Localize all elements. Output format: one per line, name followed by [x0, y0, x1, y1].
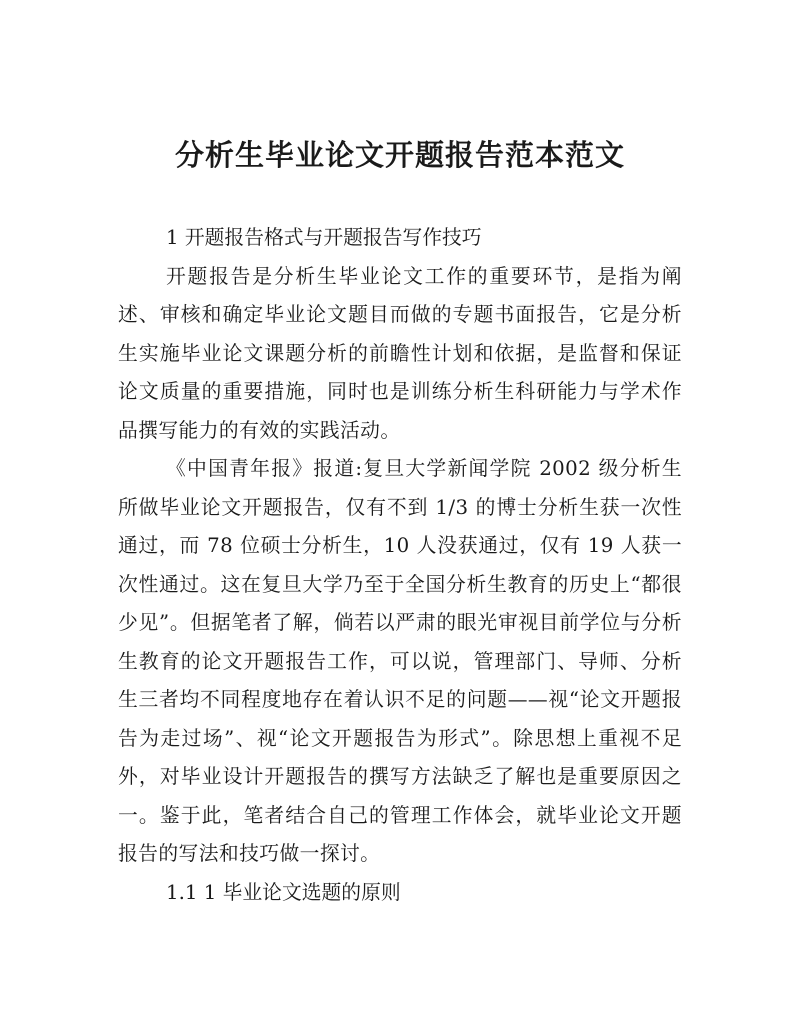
document-title: 分析生毕业论文开题报告范本范文	[174, 138, 625, 172]
section-heading-1: 1 开题报告格式与开题报告写作技巧	[166, 226, 482, 249]
section-heading-2: 1.1 1 毕业论文选题的原则	[166, 880, 401, 904]
paragraph-2: 《中国青年报》报道:复旦大学新闻学院 2002 级分析生所做毕业论文开题报告，仅有不到 1/3 的博士分析生获一次性通过，而 78 位硕士分析生，10 人没获通过，仅有 19 人获一次性通过。这在复旦大学乃至于全国分析生教育的历史上“都很少见”。但据笔者了解，倘若以严肃的眼光审视目前学位与分析生教育的论文开题报告工作，可以说，管理部门、导师、分析生三者均不同程度地存在着认识不足的问题——视“论文开题报告为走过场”、视“论文开题报告为形式”。除思想上重视不足外，对毕业设计开题报告的撰写方法缺乏了解也是重要原因之一。鉴于此，笔者结合自己的管理工作体会，就毕业论文开题报告的写法和技巧做一探讨。	[118, 457, 682, 865]
paragraph-1: 开题报告是分析生毕业论文工作的重要环节，是指为阐述、审核和确定毕业论文题目而做的专题书面报告，它是分析生实施毕业论文课题分析的前瞻性计划和依据，是监督和保证论文质量的重要措施，同时也是训练分析生科研能力与学术作品撰写能力的有效的实践活动。	[118, 264, 682, 442]
document-body	[118, 219, 682, 912]
